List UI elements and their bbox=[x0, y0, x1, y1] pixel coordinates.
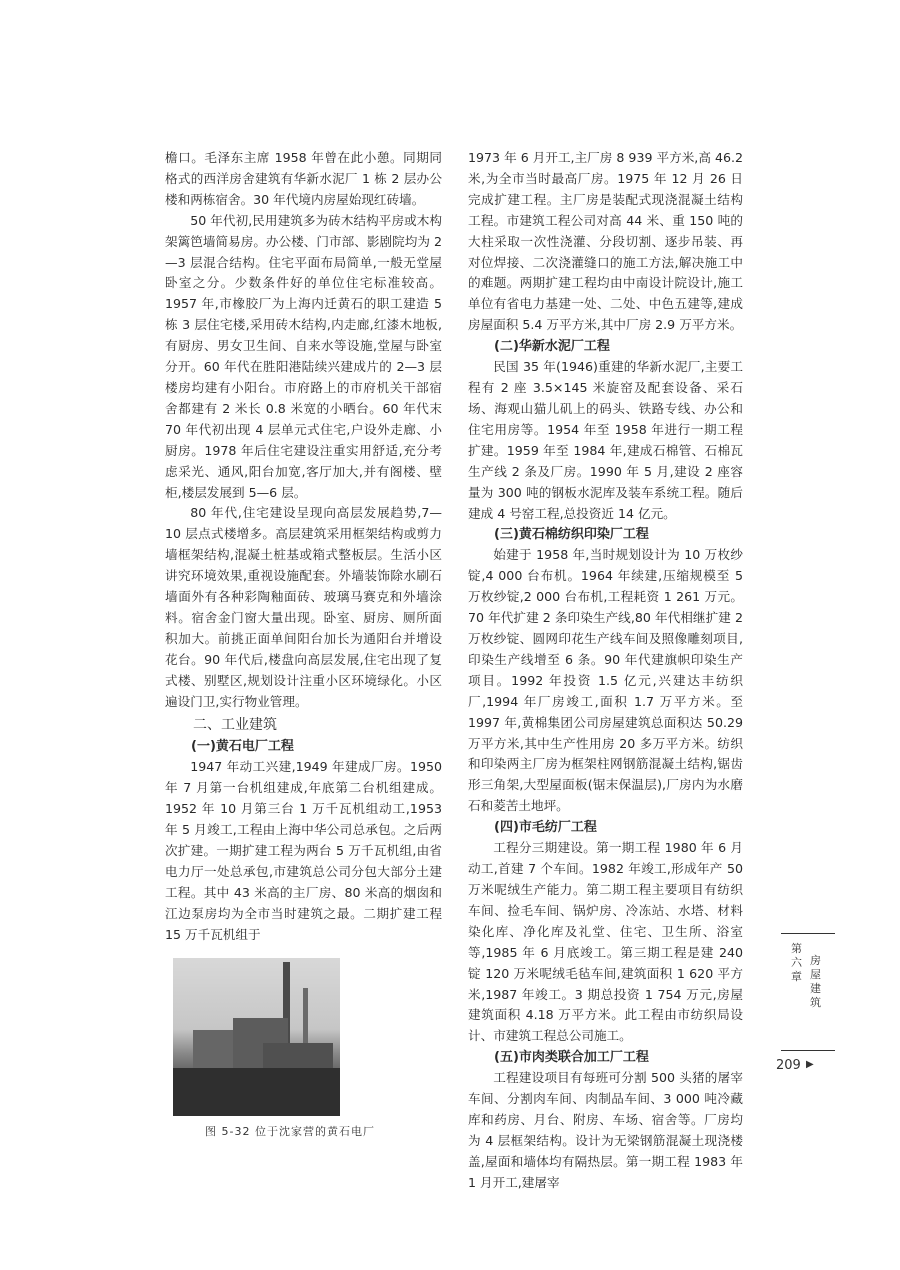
paragraph: 工程分三期建设。第一期工程 1980 年 6 月动工,首建 7 个车间。1982 年竣工,形成年产 50 万米呢绒生产能力。第二期工程主要项目有纺织车间、捡毛车间、锅炉房、冷冻站、水塔、材料染化库、净化库及礼堂、住宅、卫生所、浴室等,1985 年 6 月底竣工。第三期工程是建 240 锭 120 万米呢绒毛毡车间,建筑面积 1 620 平方米,1987 年竣工。3 期总投资 1 754 万元,房屋建筑面积 4.18 万平方米。此工程由市纺织局设计、市建筑工程总公司施工。 bbox=[468, 840, 743, 1044]
paragraph: 1947 年动工兴建,1949 年建成厂房。1950 年 7 月第一台机组建成,年底第二台机组建成。1952 年 10 月第三台 1 万千瓦机组动工,1953 年 5 月竣工,工程由上海中华公司总承包。之后两次扩建。一期扩建工程为两台 5 万千瓦机组,由省电力厅一处总承包,市建筑总公司分包大部分土建工程。其中 43 米高的主厂房、80 米高的烟囱和江边泵房均为全市当时建筑之最。二期扩建工程 15 万千瓦机组于 bbox=[165, 759, 442, 942]
chapter-side-tab bbox=[781, 933, 835, 1051]
factory-building bbox=[173, 1068, 340, 1116]
paragraph: 民国 35 年(1946)重建的华新水泥厂,主要工程有 2 座 3.5×145 米旋窑及配套设备、采石场、海观山猫儿矶上的码头、铁路专线、办公和住宅用房等。1954 年至 1958 年进行一期工程扩建。1959 年至 1984 年,建成石棉管、石棉瓦生产线 2 条及厂房。1990 年 5 月,建设 2 座容量为 300 吨的钢板水泥库及装车系统工程。随后建成 4 号窑工程,总投资近 14 亿元。 bbox=[468, 359, 743, 521]
figure-caption: 图 5-32 位于沈家营的黄石电厂 bbox=[205, 1124, 375, 1138]
right-column bbox=[468, 148, 743, 1194]
subsection-heading: (一)黄石电厂工程 bbox=[191, 739, 294, 755]
paragraph: 始建于 1958 年,当时规划设计为 10 万枚纱锭,4 000 台布机。1964 年续建,压缩规模至 5 万枚纱锭,2 000 台布机,工程耗资 1 261 万元。70 年代扩建 2 条印染生产线,80 年代相继扩建 2 万枚纱锭、圆网印花生产线车间及照像雕刻项目,印染生产线增至 6 条。90 年代建旗帜印染生产项目。1992 年投资 1.5 亿元,兴建达丰纺织厂,1994 年厂房竣工,面积 1.7 万平方米。至 1997 年,黄棉集团公司房屋建筑总面积达 50.29 万平方米,其中生产性用房 20 多万平方米。纺织和印染两主厂房为框架柱网钢筋混凝土结构,锯齿形三角架,大型屋面板(锯末保温层),厂房内为水磨石和菱苦土地坪。 bbox=[468, 547, 743, 814]
subsection-heading: (五)市肉类联合加工厂工程 bbox=[494, 1050, 649, 1066]
left-column bbox=[165, 148, 442, 1143]
power-plant-photo bbox=[173, 958, 340, 1116]
page-number: 209 bbox=[776, 1058, 801, 1073]
section-heading: 二、工业建筑 bbox=[193, 717, 277, 734]
page-arrow-icon: ▶ bbox=[806, 1059, 814, 1070]
chapter-label: 第六章 bbox=[791, 942, 802, 983]
paragraph: 工程建设项目有每班可分割 500 头猪的屠宰车间、分割肉车间、肉制品车间、3 000 吨冷藏库和药房、月台、附房、车场、宿舍等。厂房均为 4 层框架结构。设计为无梁钢筋混凝土现浇楼盖,屋面和墙体均有隔热层。第一期工程 1983 年 1 月开工,建屠宰 bbox=[468, 1070, 743, 1190]
paragraph: 50 年代初,民用建筑多为砖木结构平房或木构架篱笆墙简易房。办公楼、门市部、影剧院均为 2—3 层混合结构。住宅平面布局简单,一般无堂屋卧室之分。少数条件好的单位住宅标准较高。1957 年,市橡胶厂为上海内迁黄石的职工建造 5 栋 3 层住宅楼,采用砖木结构,内走廊,红漆木地板,有厨房、男女卫生间、自来水等设施,堂屋与卧室分开。60 年代在胜阳港陆续兴建成片的 2—3 层楼房均建有小阳台。市府路上的市府机关干部宿舍都建有 2 米长 0.8 米宽的小晒台。60 年代末 70 年代初出现 4 层单元式住宅,户设外走廊、小厨房。1978 年后住宅建设注重实用舒适,充分考虑采光、通风,阳台加宽,客厅加大,并有阁楼、壁柜,楼层发展到 5—6 层。 bbox=[165, 212, 442, 500]
chapter-title: 房屋建筑 bbox=[810, 954, 821, 1009]
subsection-heading: (二)华新水泥厂工程 bbox=[494, 339, 610, 355]
paragraph: 80 年代,住宅建设呈现向高层发展趋势,7—10 层点式楼增多。高层建筑采用框架结构或剪力墙框架结构,混凝土桩基或箱式整板层。生活小区讲究环境效果,重视设施配套。外墙装饰除水刷石墙面外有各种彩陶釉面砖、玻璃马赛克和外墙涂料。宿舍金门窗大量出现。卧室、厨房、厕所面积加大。前挑正面单间阳台加长为通阳台并增设花台。90 年代后,楼盘向高层发展,住宅出现了复式楼、别墅区,规划设计注重小区环境绿化。小区遍设门卫,实行物业管理。 bbox=[165, 505, 442, 709]
paragraph: 1973 年 6 月开工,主厂房 8 939 平方米,高 46.2 米,为全市当时最高厂房。1975 年 12 月 26 日完成扩建工程。主厂房是装配式现浇混凝土结构工程。市建筑工程公司对高 44 米、重 150 吨的大柱采取一次性浇灌、分段切割、逐步吊装、再对位焊接、二次浇灌缝口的施工方法,解决施工中的难题。两期扩建工程均由中南设计院设计,施工单位有省电力基建一处、二处、中色五建等,建成房屋面积 5.4 万平方米,其中厂房 2.9 万平方米。 bbox=[468, 150, 743, 333]
subsection-heading: (四)市毛纺厂工程 bbox=[494, 820, 597, 836]
paragraph: 檐口。毛泽东主席 1958 年曾在此小憩。同期同格式的西洋房舍建筑有华新水泥厂 1 栋 2 层办公楼和两栋宿舍。30 年代境内房屋始现红砖墙。 bbox=[165, 150, 442, 207]
subsection-heading: (三)黄石棉纺织印染厂工程 bbox=[494, 527, 649, 543]
